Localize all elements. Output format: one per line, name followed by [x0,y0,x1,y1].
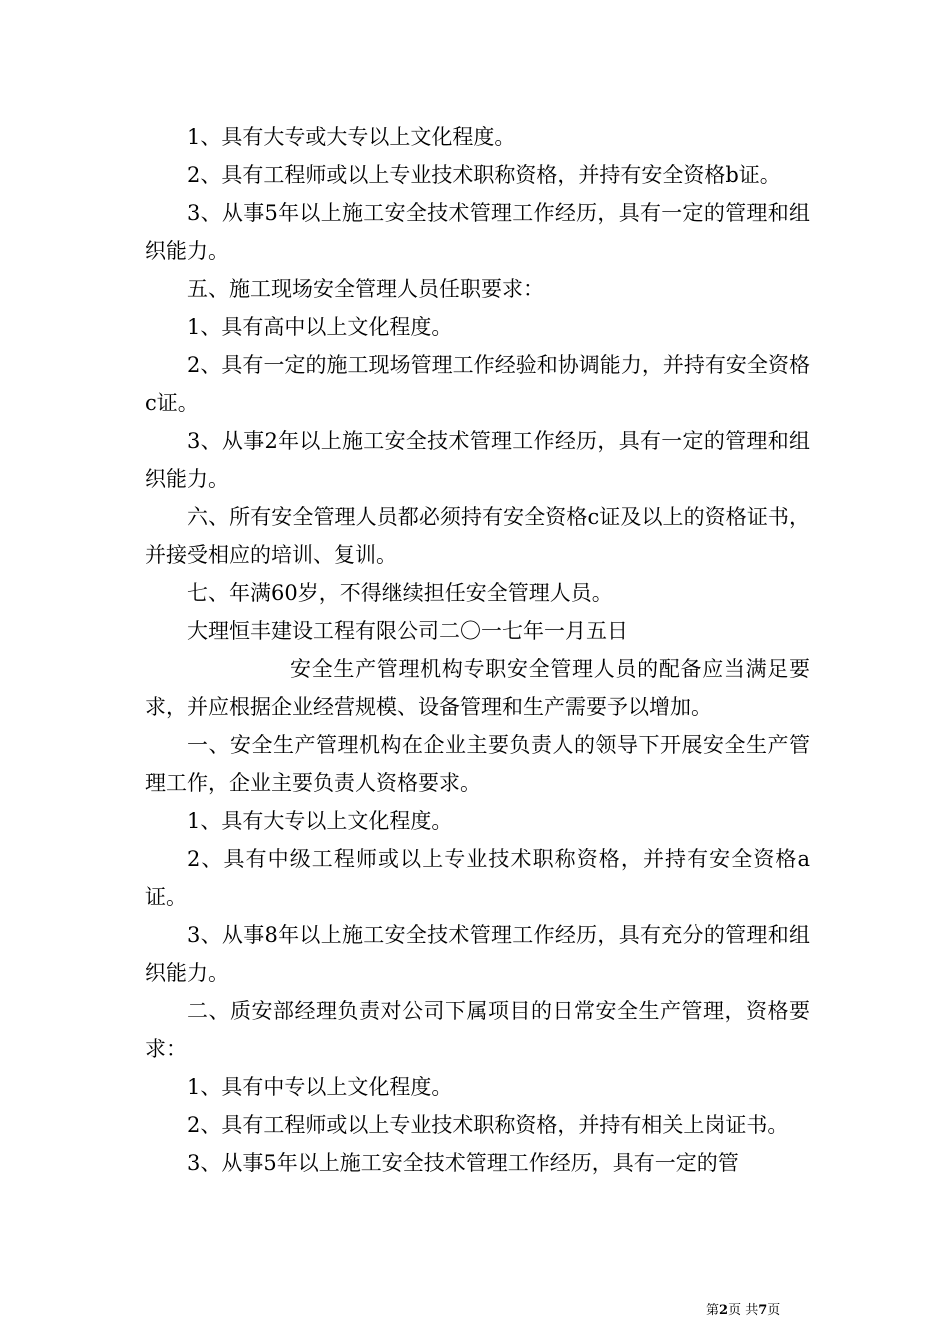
section-heading: 一、安全生产管理机构在企业主要负责人的领导下开展安全生产管理工作，企业主要负责人资格要求。 [145,733,810,795]
paragraph: 2、具有一定的施工现场管理工作经验和协调能力，并持有安全资格c证。 [145,353,810,415]
footer-prefix: 第 [706,1303,720,1318]
footer-middle: 页 共 [728,1303,759,1318]
paragraph: 2、具有中级工程师或以上专业技术职称资格，并持有安全资格a证。 [145,847,810,909]
paragraph: 2、具有工程师或以上专业技术职称资格，并持有安全资格b证。 [187,163,781,187]
section-heading: 二、质安部经理负责对公司下属项目的日常安全生产管理，资格要求： [145,999,810,1061]
page-number-label [706,1303,780,1319]
paragraph: 3、从事2年以上施工安全技术管理工作经历，具有一定的管理和组织能力。 [145,429,810,491]
paragraph: 3、从事8年以上施工安全技术管理工作经历，具有充分的管理和组织能力。 [145,923,810,985]
paragraph: 1、具有大专以上文化程度。 [187,809,453,833]
paragraph: 3、从事5年以上施工安全技术管理工作经历，具有一定的管 [187,1151,739,1175]
paragraph: 1、具有高中以上文化程度。 [187,315,453,339]
section-heading: 七、年满60岁，不得继续担任安全管理人员。 [187,581,613,605]
current-page-number: 2 [719,1303,729,1318]
footer-suffix: 页 [767,1303,781,1318]
paragraph: 1、具有大专或大专以上文化程度。 [187,125,516,149]
paragraph: 3、从事5年以上施工安全技术管理工作经历，具有一定的管理和组织能力。 [145,201,810,263]
signature-line: 大理恒丰建设工程有限公司二〇一七年一月五日 [187,619,628,643]
paragraph: 2、具有工程师或以上专业技术职称资格，并持有相关上岗证书。 [187,1113,789,1137]
document-body [145,118,810,1182]
section-heading: 五、施工现场安全管理人员任职要求： [187,277,544,301]
total-page-number: 7 [758,1303,768,1318]
paragraph: 1、具有中专以上文化程度。 [187,1075,453,1099]
paragraph: 安全生产管理机构专职安全管理人员的配备应当满足要求，并应根据企业经营规模、设备管理和生产需要予以增加。 [145,657,810,719]
section-heading: 六、所有安全管理人员都必须持有安全资格c证及以上的资格证书，并接受相应的培训、复训。 [145,505,810,567]
